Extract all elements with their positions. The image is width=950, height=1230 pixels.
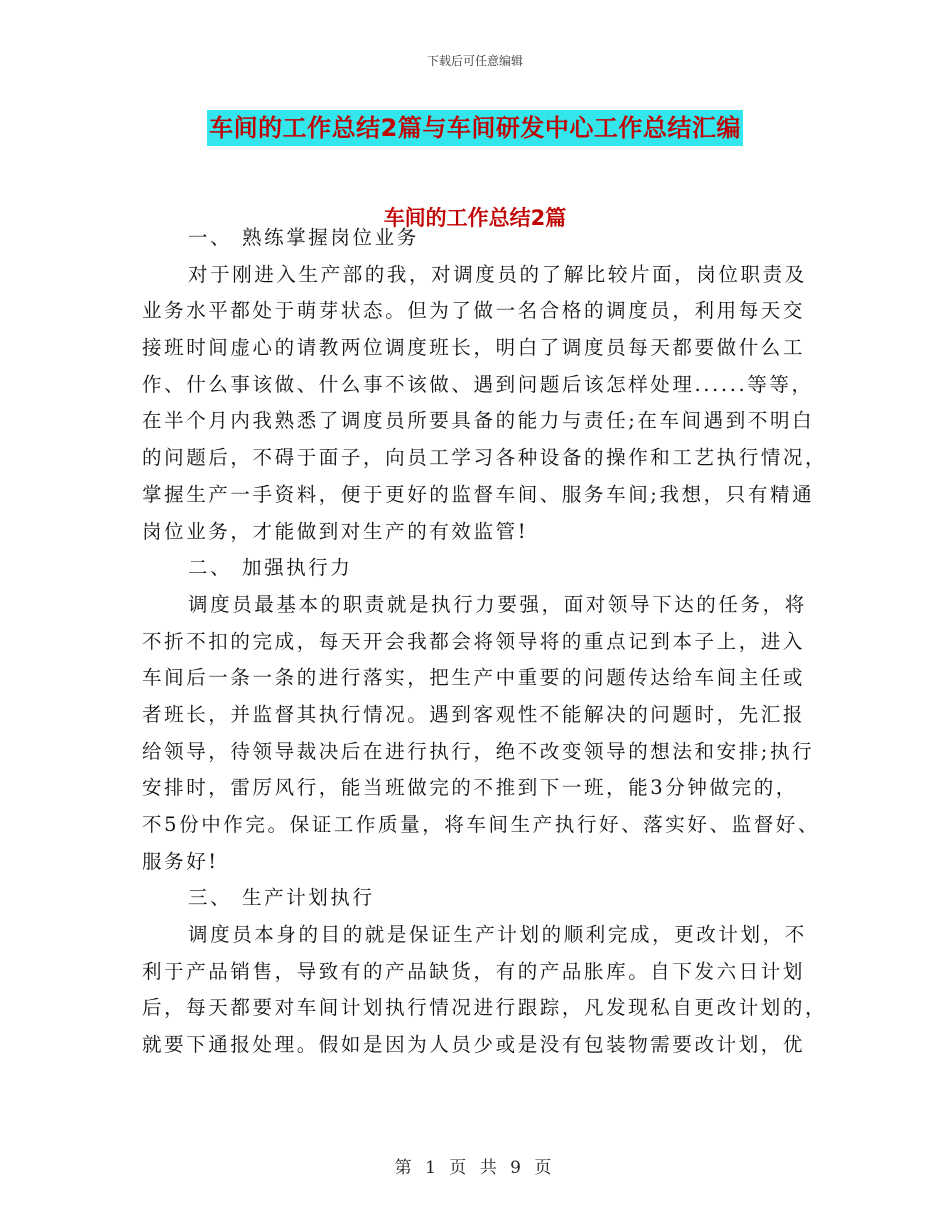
paragraph-line: 服务好! bbox=[142, 849, 219, 873]
document-title: 车间的工作总结2篇与车间研发中心工作总结汇编 bbox=[207, 110, 743, 146]
paragraph-line: 在半个月内我熟悉了调度员所要具备的能力与责任;在车间遇到不明白 bbox=[142, 409, 815, 433]
section-heading bbox=[142, 880, 808, 917]
paragraph-line: 后，每天都要对车间计划执行情况进行跟踪，凡发现私自更改计划的， bbox=[142, 996, 828, 1020]
paragraph-line: 的问题后，不碍于面子，向员工学习各种设备的操作和工艺执行情况， bbox=[142, 446, 828, 470]
paragraph-line: 掌握生产一手资料，便于更好的监督车间、服务车间;我想，只有精通 bbox=[142, 482, 815, 506]
paragraph-line: 调度员最基本的职责就是执行力要强，面对领导下达的任务，将 bbox=[188, 592, 807, 616]
paragraph-line: 给领导，待领导裁决后在进行执行，绝不改变领导的想法和安排;执行 bbox=[142, 739, 815, 763]
section-number: 三、 bbox=[188, 886, 233, 910]
paragraph-line: 不5份中作完。保证工作质量，将车间生产执行好、落实好、监督好、 bbox=[142, 813, 821, 836]
section-number: 一、 bbox=[188, 226, 233, 249]
document-body bbox=[142, 220, 828, 1064]
paragraph-line: 利于产品销售，导致有的产品缺货，有的产品胀库。自下发六日计划 bbox=[142, 959, 806, 983]
section-heading bbox=[142, 220, 808, 257]
section-number: 二、 bbox=[188, 556, 233, 580]
paragraph-line: 对于刚进入生产部的我，对调度员的了解比较片面，岗位职责及 bbox=[188, 262, 807, 286]
section-title: 车间的工作总结2篇 bbox=[383, 206, 567, 230]
paragraph-line: 不折不扣的完成，每天开会我都会将领导将的重点记到本子上，进入 bbox=[142, 629, 806, 653]
paragraph-line: 者班长，并监督其执行情况。遇到客观性不能解决的问题时，先汇报 bbox=[142, 702, 806, 726]
section-heading-text: 加强执行力 bbox=[242, 556, 353, 580]
section-heading bbox=[142, 550, 808, 587]
section-heading-text: 熟练掌握岗位业务 bbox=[242, 226, 419, 249]
paragraph-line: 业务水平都处于萌芽状态。但为了做一名合格的调度员，利用每天交 bbox=[142, 299, 806, 323]
document-title-container bbox=[0, 110, 950, 146]
page-footer: 第 1 页 共 9 页 bbox=[394, 1158, 556, 1178]
paragraph-line: 岗位业务，才能做到对生产的有效监管! bbox=[142, 519, 529, 543]
paragraph-line: 作、什么事该做、什么事不该做、遇到问题后该怎样处理......等等， bbox=[142, 372, 814, 396]
paragraph-line: 就要下通报处理。假如是因为人员少或是没有包装物需要改计划，优 bbox=[142, 1033, 806, 1057]
page-header-note: 下载后可任意编辑 bbox=[426, 54, 523, 68]
paragraph-line: 安排时，雷厉风行，能当班做完的不推到下一班，能3分钟做完的， bbox=[142, 776, 798, 800]
paragraph-line: 调度员本身的目的就是保证生产计划的顺利完成，更改计划，不 bbox=[188, 923, 807, 947]
paragraph-line: 车间后一条一条的进行落实，把生产中重要的问题传达给车间主任或 bbox=[142, 666, 806, 690]
section-heading-text: 生产计划执行 bbox=[242, 886, 375, 910]
paragraph-line: 接班时间虚心的请教两位调度班长，明白了调度员每天都要做什么工 bbox=[142, 336, 806, 360]
